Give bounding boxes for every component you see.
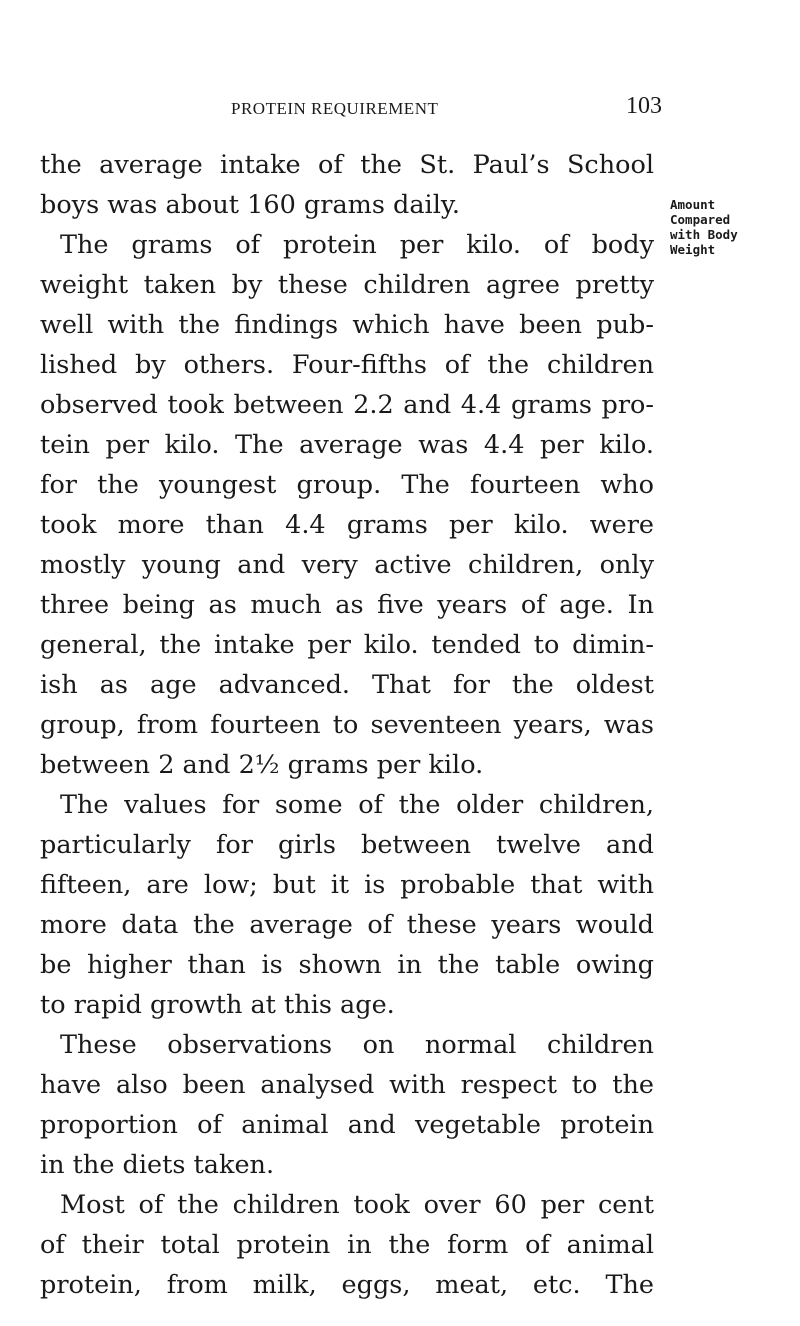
text-line: protein, from milk, eggs, meat, etc. The [40, 1270, 654, 1300]
page-number: 103 [626, 93, 662, 119]
running-title: PROTEIN REQUIREMENT [231, 99, 439, 118]
text-line: mostly young and very active children, only [40, 550, 654, 580]
text-line: general, the intake per kilo. tended to dimin- [40, 630, 654, 660]
text-line: Most of the children took over 60 per cent [60, 1190, 654, 1220]
text-line: more data the average of these years would [40, 910, 654, 940]
text-line: have also been analysed with respect to the [40, 1070, 654, 1100]
text-line: three being as much as five years of age. In [40, 590, 654, 620]
text-line: tein per kilo. The average was 4.4 per kilo. [40, 430, 654, 460]
text-line: particularly for girls between twelve and [40, 830, 654, 860]
text-line: be higher than is shown in the table owing [40, 950, 654, 980]
text-line: took more than 4.4 grams per kilo. were [40, 510, 654, 540]
text-line: group, from fourteen to seventeen years, was [40, 710, 654, 740]
text-line: between 2 and 2½ grams per kilo. [40, 750, 484, 780]
text-line: lished by others. Four-fifths of the children [40, 350, 654, 380]
margin-note-line: Weight [670, 242, 716, 257]
margin-note [670, 197, 795, 257]
margin-note-line: Amount [670, 197, 716, 212]
text-line: the average intake of the St. Paul’s School [40, 150, 654, 180]
text-line: The values for some of the older children, [60, 790, 654, 820]
text-line: weight taken by these children agree pretty [40, 270, 654, 300]
text-line: in the diets taken. [40, 1150, 275, 1180]
text-line: observed took between 2.2 and 4.4 grams pro- [40, 390, 654, 420]
text-line: for the youngest group. The fourteen who [40, 470, 654, 500]
text-line: boys was about 160 grams daily. [40, 190, 460, 220]
text-line: proportion of animal and vegetable protein [40, 1110, 654, 1140]
text-line: These observations on normal children [60, 1030, 654, 1060]
text-line: well with the findings which have been pub- [40, 310, 654, 340]
text-line: to rapid growth at this age. [40, 990, 395, 1020]
text-line: fifteen, are low; but it is probable that with [40, 870, 654, 900]
text-line: of their total protein in the form of animal [40, 1230, 654, 1260]
text-line: The grams of protein per kilo. of body [60, 230, 654, 260]
running-head [231, 93, 662, 123]
margin-note-line: with Body [670, 227, 738, 242]
text-line: ish as age advanced. That for the oldest [40, 670, 654, 700]
body-text [40, 145, 654, 1305]
margin-note-line: Compared [670, 212, 731, 227]
